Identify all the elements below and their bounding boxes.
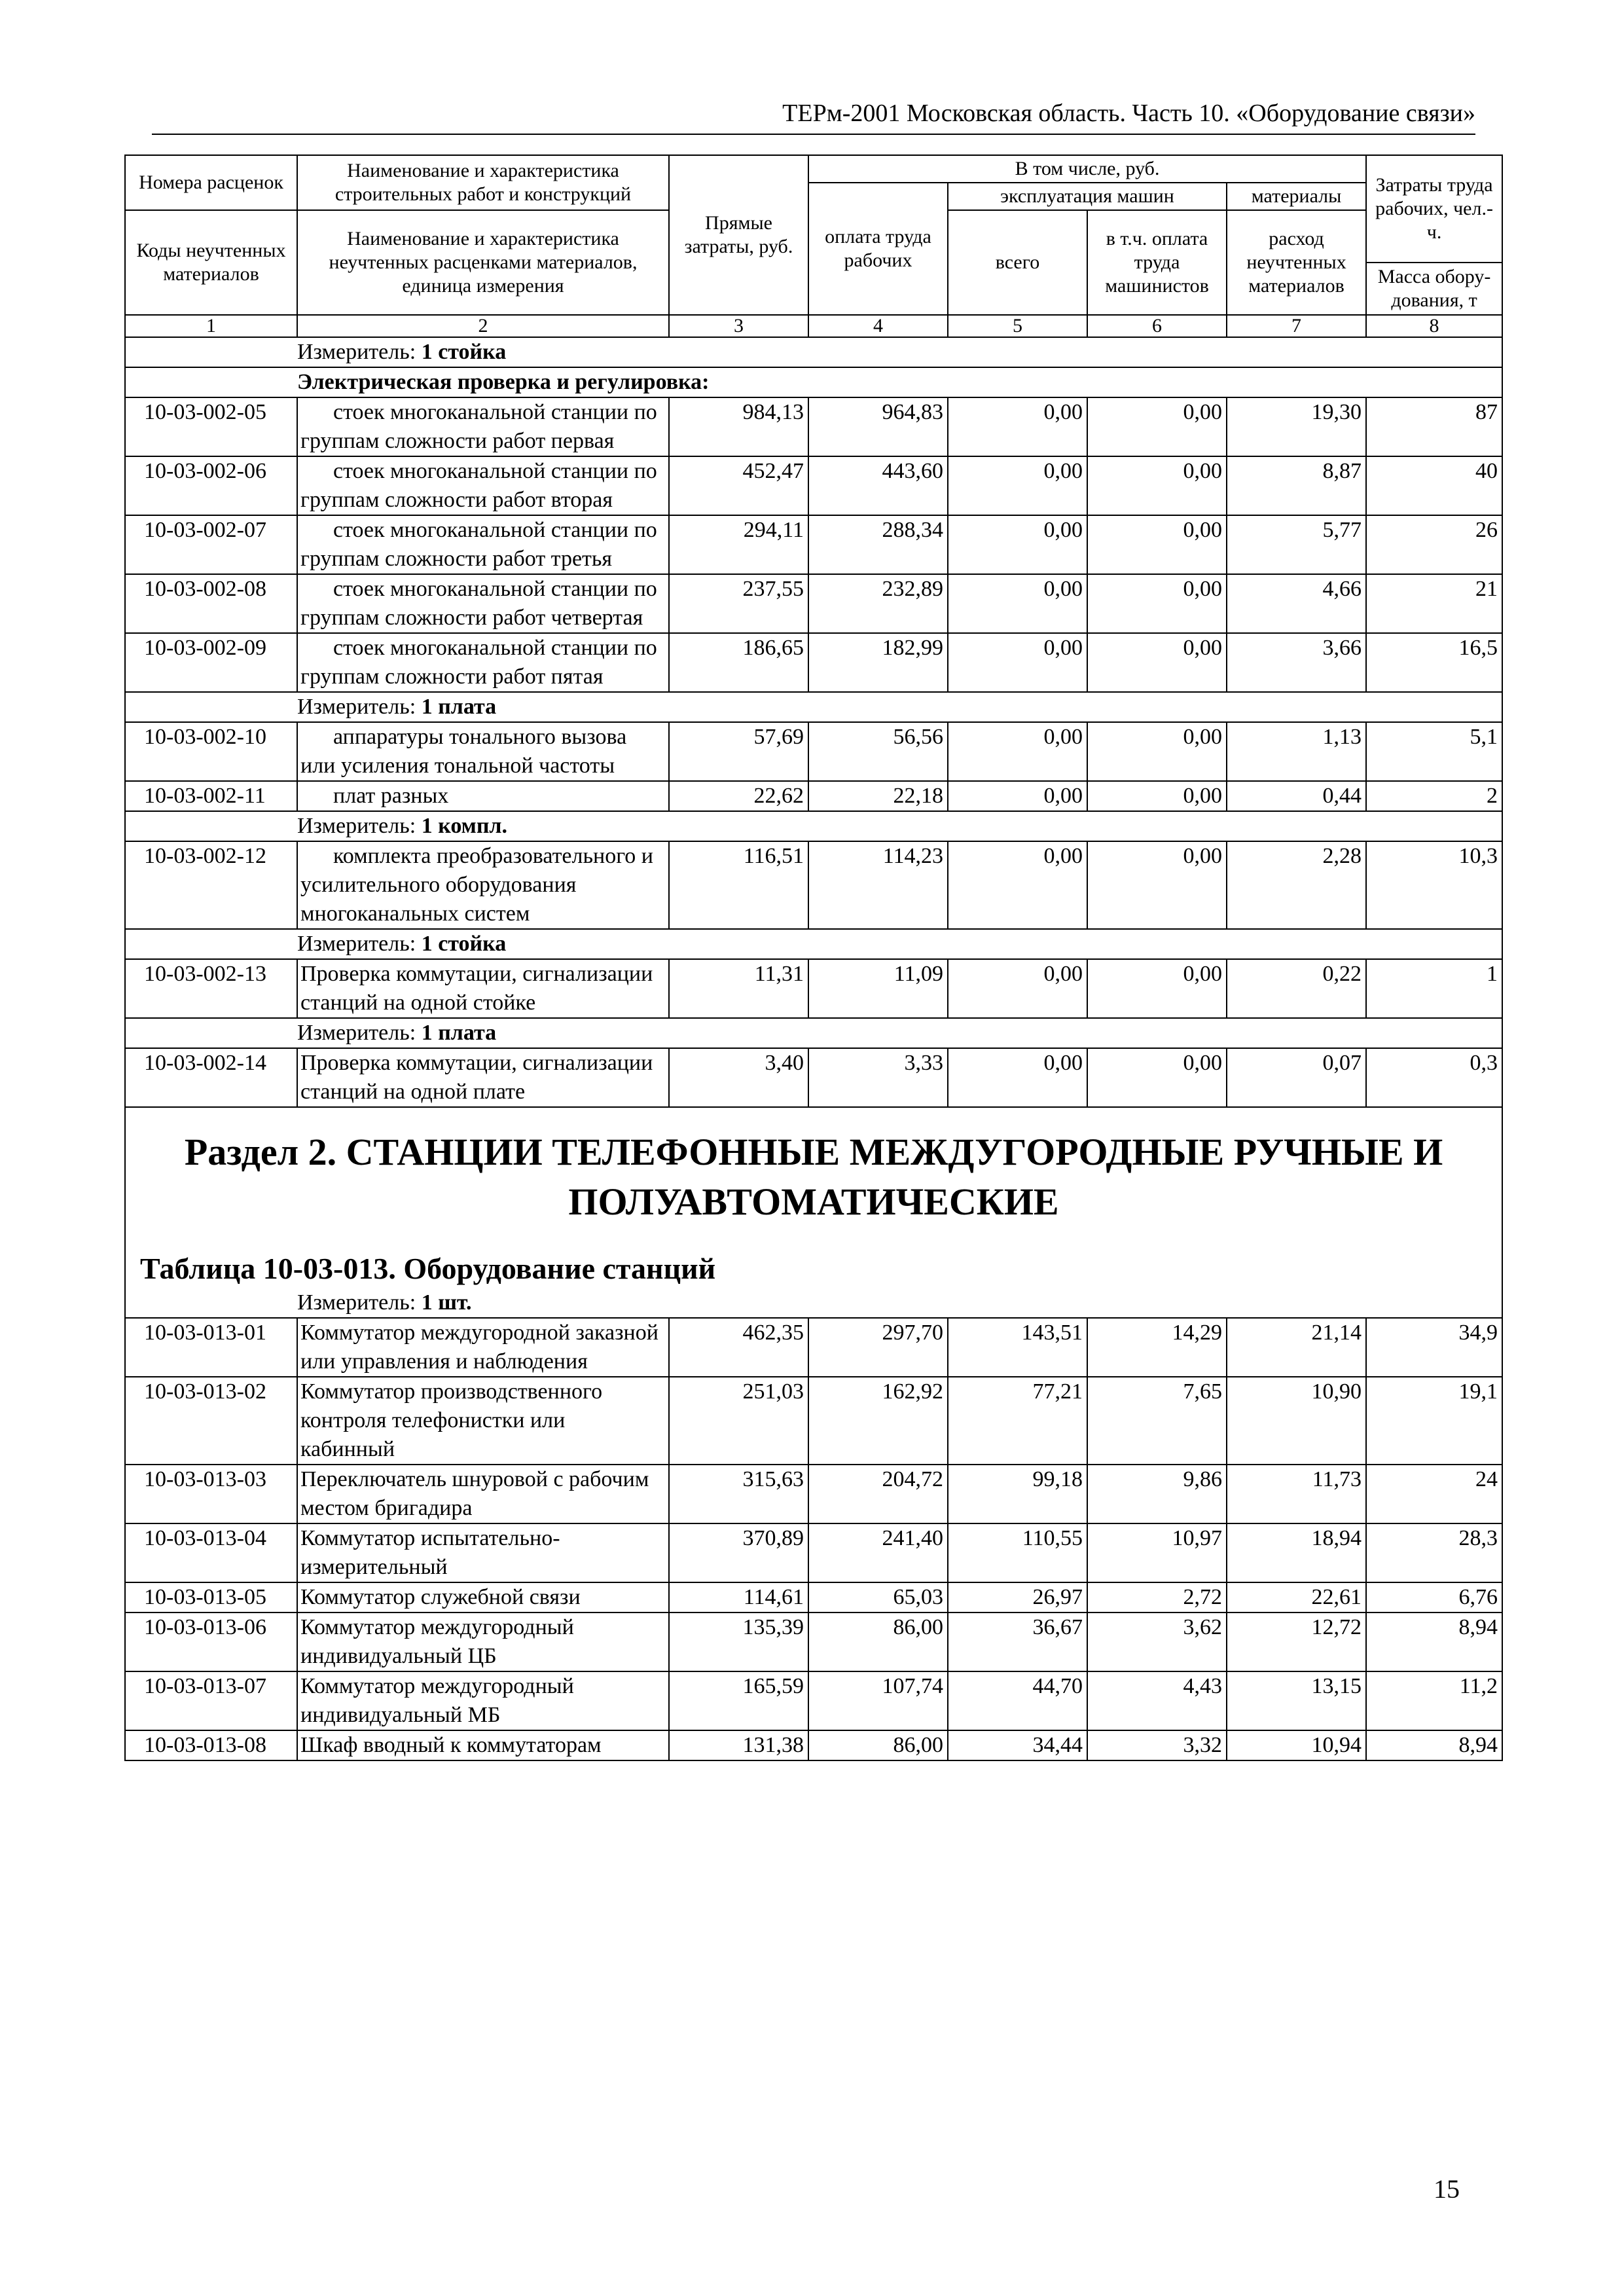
table-row bbox=[125, 722, 1502, 781]
materials-costs: 18,94 bbox=[1227, 1523, 1366, 1582]
machine-costs: 0,00 bbox=[948, 959, 1087, 1018]
work-name: стоек многоканальной станции по группам сложности работ четвертая bbox=[297, 574, 669, 633]
work-name: Коммутатор служебной связи bbox=[297, 1582, 669, 1613]
table-row bbox=[125, 781, 1502, 811]
work-name: Проверка коммутации, сигнализации станций на одной плате bbox=[297, 1048, 669, 1107]
labor-hours: 6,76 bbox=[1366, 1582, 1502, 1613]
col2-top-header: Наименование и характеристика строительных работ и конструкций bbox=[297, 155, 669, 210]
col3-header: Прямые затраты, руб. bbox=[669, 155, 808, 315]
measure-value: 1 стойка bbox=[421, 932, 507, 956]
materials-header: материалы bbox=[1227, 183, 1366, 210]
machinist-wages: 0,00 bbox=[1087, 1048, 1227, 1107]
work-name: стоек многоканальной станции по группам сложности работ пятая bbox=[297, 633, 669, 692]
column-number: 5 bbox=[948, 315, 1087, 337]
column-number: 7 bbox=[1227, 315, 1366, 337]
table-row bbox=[125, 456, 1502, 515]
measure-value: 1 плата bbox=[421, 1021, 497, 1045]
measure-prefix: Измеритель: bbox=[297, 932, 422, 956]
labor-hours: 40 bbox=[1366, 456, 1502, 515]
materials-costs: 10,94 bbox=[1227, 1730, 1366, 1760]
column-numbers-row bbox=[125, 315, 1502, 337]
measure-row bbox=[125, 1018, 1502, 1048]
labor-wages: 182,99 bbox=[808, 633, 948, 692]
machine-costs: 0,00 bbox=[948, 456, 1087, 515]
machines-header: эксплуатация машин bbox=[948, 183, 1227, 210]
labor-wages: 86,00 bbox=[808, 1730, 948, 1760]
work-name: Проверка коммутации, сигнализации станций на одной стойке bbox=[297, 959, 669, 1018]
labor-wages: 11,09 bbox=[808, 959, 948, 1018]
machinist-wages: 0,00 bbox=[1087, 841, 1227, 929]
measure-prefix: Измеритель: bbox=[297, 814, 422, 838]
rate-code: 10-03-002-10 bbox=[125, 722, 297, 781]
section-row bbox=[125, 1107, 1502, 1288]
table-row bbox=[125, 959, 1502, 1018]
work-name: плат разных bbox=[297, 781, 669, 811]
measure-row bbox=[125, 692, 1502, 722]
measure-prefix: Измеритель: bbox=[297, 1290, 422, 1315]
work-name: комплекта преобразовательного и усилительного оборудования многоканальных систем bbox=[297, 841, 669, 929]
table-row bbox=[125, 397, 1502, 456]
labor-hours: 26 bbox=[1366, 515, 1502, 574]
direct-costs: 116,51 bbox=[669, 841, 808, 929]
machine-costs: 34,44 bbox=[948, 1730, 1087, 1760]
direct-costs: 3,40 bbox=[669, 1048, 808, 1107]
machinist-wages: 9,86 bbox=[1087, 1465, 1227, 1523]
machinist-wages: 0,00 bbox=[1087, 456, 1227, 515]
machine-costs: 36,67 bbox=[948, 1613, 1087, 1671]
labor-wages: 3,33 bbox=[808, 1048, 948, 1107]
table-row bbox=[125, 1671, 1502, 1730]
measure-prefix: Измеритель: bbox=[297, 695, 422, 719]
labor-wages: 107,74 bbox=[808, 1671, 948, 1730]
rate-code: 10-03-002-06 bbox=[125, 456, 297, 515]
machinist-wages: 0,00 bbox=[1087, 397, 1227, 456]
rate-code: 10-03-013-02 bbox=[125, 1377, 297, 1465]
labor-hours: 34,9 bbox=[1366, 1318, 1502, 1377]
table-row bbox=[125, 1730, 1502, 1760]
machine-costs: 110,55 bbox=[948, 1523, 1087, 1582]
direct-costs: 315,63 bbox=[669, 1465, 808, 1523]
direct-costs: 984,13 bbox=[669, 397, 808, 456]
col4-header: оплата труда рабочих bbox=[808, 183, 948, 315]
rate-code: 10-03-002-11 bbox=[125, 781, 297, 811]
table-row bbox=[125, 1582, 1502, 1613]
rate-code: 10-03-002-05 bbox=[125, 397, 297, 456]
direct-costs: 22,62 bbox=[669, 781, 808, 811]
labor-wages: 443,60 bbox=[808, 456, 948, 515]
direct-costs: 237,55 bbox=[669, 574, 808, 633]
measure-row bbox=[125, 1288, 1502, 1318]
machinist-wages: 0,00 bbox=[1087, 515, 1227, 574]
table-header bbox=[125, 155, 1502, 337]
materials-costs: 0,44 bbox=[1227, 781, 1366, 811]
machinist-wages: 7,65 bbox=[1087, 1377, 1227, 1465]
materials-costs: 4,66 bbox=[1227, 574, 1366, 633]
table-row bbox=[125, 1048, 1502, 1107]
table-row bbox=[125, 1377, 1502, 1465]
rate-code: 10-03-013-01 bbox=[125, 1318, 297, 1377]
labor-wages: 22,18 bbox=[808, 781, 948, 811]
measure-row bbox=[125, 811, 1502, 841]
column-number: 8 bbox=[1366, 315, 1502, 337]
labor-wages: 297,70 bbox=[808, 1318, 948, 1377]
materials-costs: 8,87 bbox=[1227, 456, 1366, 515]
col2-bottom-header: Наименование и характеристика неучтенных расценками материалов, единица измерения bbox=[297, 210, 669, 315]
measure-prefix: Измеритель: bbox=[297, 1021, 422, 1045]
measure-prefix: Измеритель: bbox=[297, 340, 422, 364]
machine-costs: 0,00 bbox=[948, 633, 1087, 692]
machine-costs: 77,21 bbox=[948, 1377, 1087, 1465]
work-name: стоек многоканальной станции по группам сложности работ первая bbox=[297, 397, 669, 456]
machinist-wages: 10,97 bbox=[1087, 1523, 1227, 1582]
table-row bbox=[125, 1613, 1502, 1671]
materials-costs: 0,22 bbox=[1227, 959, 1366, 1018]
rate-code: 10-03-002-14 bbox=[125, 1048, 297, 1107]
machine-costs: 0,00 bbox=[948, 397, 1087, 456]
col8-bottom-header: Масса обору-дования, т bbox=[1366, 263, 1502, 315]
labor-wages: 162,92 bbox=[808, 1377, 948, 1465]
work-name: стоек многоканальной станции по группам сложности работ третья bbox=[297, 515, 669, 574]
machine-costs: 0,00 bbox=[948, 781, 1087, 811]
direct-costs: 462,35 bbox=[669, 1318, 808, 1377]
rate-code: 10-03-002-08 bbox=[125, 574, 297, 633]
machinist-wages: 0,00 bbox=[1087, 633, 1227, 692]
materials-costs: 11,73 bbox=[1227, 1465, 1366, 1523]
direct-costs: 452,47 bbox=[669, 456, 808, 515]
rate-code: 10-03-002-13 bbox=[125, 959, 297, 1018]
machinist-wages: 3,32 bbox=[1087, 1730, 1227, 1760]
table-row bbox=[125, 515, 1502, 574]
machine-costs: 0,00 bbox=[948, 1048, 1087, 1107]
labor-wages: 288,34 bbox=[808, 515, 948, 574]
column-number: 6 bbox=[1087, 315, 1227, 337]
materials-costs: 3,66 bbox=[1227, 633, 1366, 692]
materials-costs: 19,30 bbox=[1227, 397, 1366, 456]
subheading: Электрическая проверка и регулировка: bbox=[125, 367, 1502, 397]
labor-hours: 11,2 bbox=[1366, 1671, 1502, 1730]
machinist-wages: 3,62 bbox=[1087, 1613, 1227, 1671]
machinist-wages: 0,00 bbox=[1087, 722, 1227, 781]
rate-code: 10-03-013-04 bbox=[125, 1523, 297, 1582]
table-row bbox=[125, 633, 1502, 692]
rate-code: 10-03-002-12 bbox=[125, 841, 297, 929]
col6-header: в т.ч. оплата труда машинистов bbox=[1087, 210, 1227, 315]
labor-hours: 5,1 bbox=[1366, 722, 1502, 781]
work-name: аппаратуры тонального вызова или усиления тональной частоты bbox=[297, 722, 669, 781]
machine-costs: 44,70 bbox=[948, 1671, 1087, 1730]
labor-hours: 2 bbox=[1366, 781, 1502, 811]
work-name: стоек многоканальной станции по группам сложности работ вторая bbox=[297, 456, 669, 515]
direct-costs: 131,38 bbox=[669, 1730, 808, 1760]
measure-value: 1 шт. bbox=[421, 1290, 472, 1315]
direct-costs: 165,59 bbox=[669, 1671, 808, 1730]
labor-hours: 8,94 bbox=[1366, 1730, 1502, 1760]
machine-costs: 0,00 bbox=[948, 841, 1087, 929]
table-row bbox=[125, 1523, 1502, 1582]
column-number: 2 bbox=[297, 315, 669, 337]
materials-costs: 2,28 bbox=[1227, 841, 1366, 929]
work-name: Коммутатор междугородный индивидуальный ЦБ bbox=[297, 1613, 669, 1671]
work-name: Коммутатор междугородный индивидуальный МБ bbox=[297, 1671, 669, 1730]
direct-costs: 135,39 bbox=[669, 1613, 808, 1671]
labor-hours: 28,3 bbox=[1366, 1523, 1502, 1582]
direct-costs: 294,11 bbox=[669, 515, 808, 574]
machinist-wages: 0,00 bbox=[1087, 781, 1227, 811]
rates-table bbox=[124, 155, 1503, 1761]
work-name: Шкаф вводный к коммутаторам bbox=[297, 1730, 669, 1760]
machine-costs: 143,51 bbox=[948, 1318, 1087, 1377]
labor-hours: 21 bbox=[1366, 574, 1502, 633]
labor-wages: 241,40 bbox=[808, 1523, 948, 1582]
machinist-wages: 0,00 bbox=[1087, 959, 1227, 1018]
rate-code: 10-03-013-03 bbox=[125, 1465, 297, 1523]
table-row bbox=[125, 1318, 1502, 1377]
subheading-row bbox=[125, 367, 1502, 397]
col1-top-header: Номера расценок bbox=[125, 155, 297, 210]
rate-code: 10-03-013-06 bbox=[125, 1613, 297, 1671]
machinist-wages: 4,43 bbox=[1087, 1671, 1227, 1730]
table-row bbox=[125, 841, 1502, 929]
machinist-wages: 0,00 bbox=[1087, 574, 1227, 633]
labor-hours: 1 bbox=[1366, 959, 1502, 1018]
labor-hours: 10,3 bbox=[1366, 841, 1502, 929]
column-number: 1 bbox=[125, 315, 297, 337]
direct-costs: 11,31 bbox=[669, 959, 808, 1018]
direct-costs: 57,69 bbox=[669, 722, 808, 781]
table-title: Таблица 10-03-013. Оборудование станций bbox=[140, 1252, 716, 1285]
materials-costs: 22,61 bbox=[1227, 1582, 1366, 1613]
materials-costs: 5,77 bbox=[1227, 515, 1366, 574]
direct-costs: 370,89 bbox=[669, 1523, 808, 1582]
rate-code: 10-03-002-09 bbox=[125, 633, 297, 692]
materials-costs: 13,15 bbox=[1227, 1671, 1366, 1730]
rate-code: 10-03-013-08 bbox=[125, 1730, 297, 1760]
labor-hours: 19,1 bbox=[1366, 1377, 1502, 1465]
table-row bbox=[125, 1465, 1502, 1523]
materials-costs: 1,13 bbox=[1227, 722, 1366, 781]
labor-wages: 56,56 bbox=[808, 722, 948, 781]
labor-wages: 964,83 bbox=[808, 397, 948, 456]
materials-costs: 10,90 bbox=[1227, 1377, 1366, 1465]
labor-hours: 8,94 bbox=[1366, 1613, 1502, 1671]
labor-wages: 114,23 bbox=[808, 841, 948, 929]
column-number: 3 bbox=[669, 315, 808, 337]
rate-code: 10-03-013-05 bbox=[125, 1582, 297, 1613]
rate-code: 10-03-013-07 bbox=[125, 1671, 297, 1730]
measure-value: 1 стойка bbox=[421, 340, 507, 364]
machine-costs: 0,00 bbox=[948, 574, 1087, 633]
materials-costs: 0,07 bbox=[1227, 1048, 1366, 1107]
section-title: Раздел 2. СТАНЦИИ ТЕЛЕФОННЫЕ МЕЖДУГОРОДНЫЕ РУЧНЫЕ И ПОЛУАВТОМАТИЧЕСКИЕ bbox=[184, 1131, 1443, 1223]
labor-wages: 232,89 bbox=[808, 574, 948, 633]
direct-costs: 251,03 bbox=[669, 1377, 808, 1465]
machine-costs: 0,00 bbox=[948, 515, 1087, 574]
work-name: Переключатель шнуровой с рабочим местом бригадира bbox=[297, 1465, 669, 1523]
direct-costs: 186,65 bbox=[669, 633, 808, 692]
running-header: ТЕРм-2001 Московская область. Часть 10. «Оборудование связи» bbox=[152, 97, 1475, 135]
work-name: Коммутатор испытательно-измерительный bbox=[297, 1523, 669, 1582]
measure-row bbox=[125, 929, 1502, 959]
direct-costs: 114,61 bbox=[669, 1582, 808, 1613]
page-number: 15 bbox=[1434, 2174, 1460, 2204]
col8-top-header: Затраты труда рабочих, чел.-ч. bbox=[1366, 155, 1502, 263]
included-header: В том числе, руб. bbox=[808, 155, 1366, 183]
col1-bottom-header: Коды неучтенных материалов bbox=[125, 210, 297, 315]
labor-hours: 16,5 bbox=[1366, 633, 1502, 692]
labor-hours: 87 bbox=[1366, 397, 1502, 456]
work-name: Коммутатор междугородной заказной или управления и наблюдения bbox=[297, 1318, 669, 1377]
materials-costs: 12,72 bbox=[1227, 1613, 1366, 1671]
labor-wages: 86,00 bbox=[808, 1613, 948, 1671]
table-body bbox=[125, 337, 1502, 1760]
machinist-wages: 2,72 bbox=[1087, 1582, 1227, 1613]
measure-row bbox=[125, 337, 1502, 367]
work-name: Коммутатор производственного контроля телефонистки или кабинный bbox=[297, 1377, 669, 1465]
rate-code: 10-03-002-07 bbox=[125, 515, 297, 574]
labor-hours: 0,3 bbox=[1366, 1048, 1502, 1107]
measure-value: 1 компл. bbox=[421, 814, 508, 838]
column-number: 4 bbox=[808, 315, 948, 337]
materials-costs: 21,14 bbox=[1227, 1318, 1366, 1377]
machine-costs: 0,00 bbox=[948, 722, 1087, 781]
rates-document bbox=[124, 155, 1502, 2119]
labor-wages: 65,03 bbox=[808, 1582, 948, 1613]
col5-header: всего bbox=[948, 210, 1087, 315]
machine-costs: 26,97 bbox=[948, 1582, 1087, 1613]
col7-header: расход неучтенных материалов bbox=[1227, 210, 1366, 315]
machine-costs: 99,18 bbox=[948, 1465, 1087, 1523]
machinist-wages: 14,29 bbox=[1087, 1318, 1227, 1377]
labor-hours: 24 bbox=[1366, 1465, 1502, 1523]
table-row bbox=[125, 574, 1502, 633]
measure-value: 1 плата bbox=[421, 695, 497, 719]
labor-wages: 204,72 bbox=[808, 1465, 948, 1523]
